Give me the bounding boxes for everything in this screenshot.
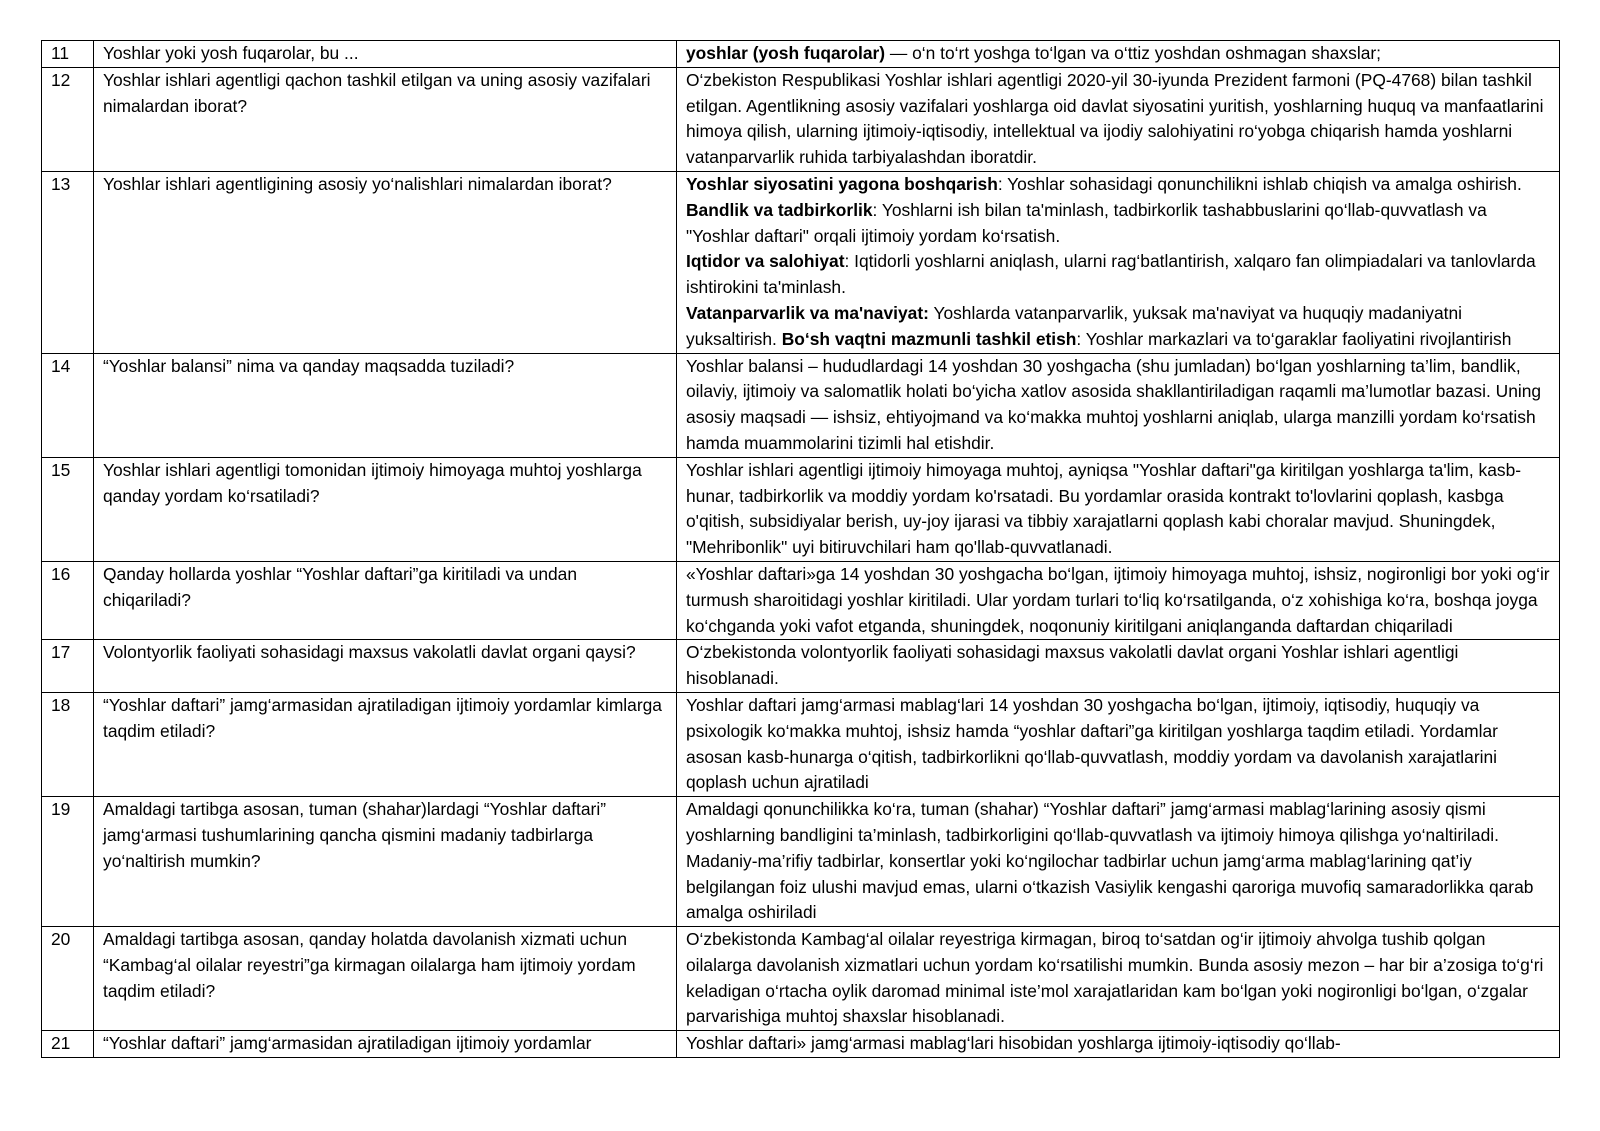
table-row [42, 67, 1560, 171]
table-row [42, 171, 1560, 353]
answer-text: «Yoshlar daftari»ga 14 yoshdan 30 yoshgacha bo‘lgan, ijtimoiy himoyaga muhtoj, ishsiz, nogironligi bor yoki og‘ir turmush sharoitidagi yoshlar kiritiladi. Ular yordam turlari to‘liq ko‘rsatilganda, o‘z xohishiga ko‘ra, boshqa joyga ko‘chganda yoki vafot etganda, shuningdek, noqonuniy kiritilgani aniqlanganda daftardan chiqariladi [686, 563, 1550, 636]
answer-text: O‘zbekistonda volontyorlik faoliyati sohasidagi maxsus vakolatli davlat organi Yoshlar ishlari agentligi hisoblanadi. [686, 642, 1459, 689]
answer-text: Yoshlarda vatanparvarlik, yuksak ma'naviyat va huquqiy madaniyatni yuksaltirish. [686, 302, 1462, 349]
question-cell: Yoshlar ishlari agentligi tomonidan ijtimoiy himoyaga muhtoj yoshlarga qanday yordam ko‘rsatiladi? [94, 457, 677, 561]
row-number-cell: 21 [42, 1031, 94, 1058]
answer-text: : Yoshlar sohasidagi qonunchilikni ishlab chiqish va amalga oshirish. [997, 173, 1522, 194]
table-row [42, 41, 1560, 68]
row-number-cell: 16 [42, 561, 94, 639]
answer-text: Yoshlar ishlari agentligi ijtimoiy himoyaga muhtoj, ayniqsa "Yoshlar daftari"ga kiritilgan yoshlarga ta'lim, kasb-hunar, tadbirkorlik va moddiy yordam ko'rsatadi. Bu yordamlar orasida kontrakt to'lovlarini qoplash, kasbga o'qitish, subsidiyalar berish, uy-joy ijarasi va tibbiy xarajatlarni qoplash kabi choralar mavjud. Shuningdek, "Mehribonlik" uyi bitiruvchilari ham qo'llab-quvvatlanadi. [686, 459, 1522, 558]
answer-text: : Yoshlarni ish bilan ta'minlash, tadbirkorlik tashabbuslarini qo‘llab-quvvatlash va "Yoshlar daftari" orqali ijtimoiy yordam ko‘rsatish. [686, 199, 1487, 246]
answer-bold-text: Yoshlar siyosatini yagona boshqarish [686, 173, 998, 194]
answer-cell [677, 171, 1560, 353]
answer-cell [677, 353, 1560, 457]
row-number-cell: 14 [42, 353, 94, 457]
question-cell: Amaldagi tartibga asosan, tuman (shahar)lardagi “Yoshlar daftari” jamg‘armasi tushumlarining qancha qismini madaniy tadbirlarga yo‘naltirish mumkin? [94, 797, 677, 927]
answer-cell [677, 927, 1560, 1031]
question-cell: Yoshlar ishlari agentligining asosiy yo‘nalishlari nimalardan iborat? [94, 171, 677, 353]
row-number-cell: 13 [42, 171, 94, 353]
row-number-cell: 17 [42, 640, 94, 693]
table-row [42, 692, 1560, 796]
answer-text: O‘zbekiston Respublikasi Yoshlar ishlari agentligi 2020-yil 30-iyunda Prezident farmoni (PQ-4768) bilan tashkil etilgan. Agentlikning asosiy vazifalari yoshlarga oid davlat siyosatini yuritish, yoshlarning huquq va manfaatlarini himoya qilish, ularning ijtimoiy-iqtisodiy, intellektual va ijodiy salohiyatini ro‘yobga chiqarish hamda yoshlarni vatanparvarlik ruhida tarbiyalashdan iboratdir. [686, 69, 1544, 168]
row-number-cell: 15 [42, 457, 94, 561]
answer-text: — o‘n to‘rt yoshga to‘lgan va o‘ttiz yoshdan oshmagan shaxslar; [885, 43, 1381, 63]
answer-cell [677, 457, 1560, 561]
answer-cell [677, 561, 1560, 639]
answer-paragraph [686, 354, 1551, 457]
row-number-cell: 20 [42, 927, 94, 1031]
answer-bold-text: Bo‘sh vaqtni mazmunli tashkil etish [781, 328, 1077, 349]
answer-paragraph [686, 562, 1551, 639]
qa-table [41, 40, 1560, 1058]
answer-cell [677, 67, 1560, 171]
answer-text: Yoshlar balansi – hududlardagi 14 yoshdan 30 yoshgacha (shu jumladan) bo‘lgan yoshlarning ta’lim, bandlik, oilaviy, ijtimoiy va salomatlik holati bo‘yicha xatlov asosida shakllantiriladigan raqamli ma’lumotlar bazasi. Uning asosiy maqsadi — ishsiz, ehtiyojmand va ko‘makka muhtoj yoshlarni aniqlab, ularga manzilli yordam ko‘rsatish hamda muammolarini tizimli hal etishdir. [686, 355, 1542, 453]
question-cell: “Yoshlar balansi” nima va qanday maqsadda tuziladi? [94, 353, 677, 457]
document-page [41, 40, 1559, 1058]
qa-table-body [42, 41, 1560, 1058]
answer-bold-text: Bandlik va tadbirkorlik [686, 199, 873, 220]
answer-text: O‘zbekistonda Kambag‘al oilalar reyestriga kirmagan, biroq to‘satdan og‘ir ijtimoiy ahvolga tushib qolgan oilalarga davolanish xizmatlari uchun yordam ko‘rsatilishi mumkin. Bunda asosiy mezon – har bir a’zosiga to‘g‘ri keladigan o‘rtacha oylik daromad minimal iste’mol xarajatlaridan kam bo‘lgan yoki nogironligi bo‘lgan, o‘zgalar parvarishiga muhtoj shaxslar hisoblanadi. [686, 929, 1544, 1027]
answer-bold-text: yoshlar (yosh fuqarolar) [686, 43, 886, 63]
row-number-cell: 18 [42, 692, 94, 796]
answer-text: : Iqtidorli yoshlarni aniqlash, ularni rag‘batlantirish, xalqaro fan olimpiadalari va tanlovlarda ishtirokini ta'minlash. [686, 251, 1536, 298]
question-cell: Volontyorlik faoliyati sohasidagi maxsus vakolatli davlat organi qaysi? [94, 640, 677, 693]
question-cell: Amaldagi tartibga asosan, qanday holatda davolanish xizmati uchun “Kambag‘al oilalar reyestri”ga kirmagan oilalarga ham ijtimoiy yordam taqdim etiladi? [94, 927, 677, 1031]
row-number-cell: 11 [42, 41, 94, 68]
table-row [42, 561, 1560, 639]
table-row [42, 797, 1560, 927]
row-number-cell: 19 [42, 797, 94, 927]
answer-paragraph [686, 693, 1551, 796]
answer-text: Amaldagi qonunchilikka ko‘ra, tuman (shahar) “Yoshlar daftari” jamg‘armasi mablag‘larining asosiy qismi yoshlarning bandligini ta’minlash, tadbirkorligini qo‘llab-quvvatlash va ijtimoiy himoya qilishga yo‘naltiriladi. Madaniy-ma’rifiy tadbirlar, konsertlar yoki ko‘ngilochar tadbirlar uchun jamg‘arma mablag‘larining qat’iy belgilangan foiz ulushi mavjud emas, ularni o‘tkazish Vasiylik kengashi qaroriga muvofiq samaradorlikka qarab amalga oshiriladi [686, 799, 1534, 923]
row-number-cell: 12 [42, 67, 94, 171]
question-cell: “Yoshlar daftari” jamg‘armasidan ajratiladigan ijtimoiy yordamlar [94, 1031, 677, 1058]
answer-text: : Yoshlar markazlari va to‘garaklar faoliyatini rivojlantirish [1076, 328, 1512, 349]
answer-paragraph [686, 640, 1551, 692]
answer-bold-text: Vatanparvarlik va ma'naviyat: [686, 302, 929, 323]
question-cell: Qanday hollarda yoshlar “Yoshlar daftari”ga kiritiladi va undan chiqariladi? [94, 561, 677, 639]
answer-text: Yoshlar daftari» jamg‘armasi mablag‘lari hisobidan yoshlarga ijtimoiy-iqtisodiy qo‘llab- [686, 1033, 1341, 1054]
answer-cell [677, 41, 1560, 68]
answer-cell [677, 1031, 1560, 1058]
answer-paragraph [686, 1031, 1551, 1057]
answer-paragraph [686, 172, 1551, 249]
answer-cell [677, 640, 1560, 693]
answer-paragraph [686, 797, 1551, 926]
table-row [42, 457, 1560, 561]
question-cell: Yoshlar ishlari agentligi qachon tashkil etilgan va uning asosiy vazifalari nimalardan iborat? [94, 67, 677, 171]
answer-paragraph [686, 41, 1551, 67]
question-cell: “Yoshlar daftari” jamg‘armasidan ajratiladigan ijtimoiy yordamlar kimlarga taqdim etiladi? [94, 692, 677, 796]
table-row [42, 353, 1560, 457]
answer-cell [677, 692, 1560, 796]
answer-paragraph [686, 68, 1551, 171]
answer-paragraph [686, 249, 1551, 301]
question-cell: Yoshlar yoki yosh fuqarolar, bu ... [94, 41, 677, 68]
answer-cell [677, 797, 1560, 927]
table-row [42, 1031, 1560, 1058]
table-row [42, 640, 1560, 693]
table-row [42, 927, 1560, 1031]
answer-text: Yoshlar daftari jamg‘armasi mablag‘lari 14 yoshdan 30 yoshgacha bo‘lgan, ijtimoiy, iqtisodiy, huquqiy va psixologik ko‘makka muhtoj, ishsiz hamda “yoshlar daftari”ga kiritilgan yoshlarga taqdim etiladi. Yordamlar asosan kasb-hunarga o‘qitish, tadbirkorlikni qo‘llab-quvvatlash, moddiy yordam va davolanish xarajatlarini qoplash uchun ajratiladi [686, 694, 1498, 793]
answer-paragraph [686, 301, 1551, 353]
answer-paragraph [686, 927, 1551, 1030]
answer-bold-text: Iqtidor va salohiyat [686, 251, 845, 272]
answer-paragraph [686, 458, 1551, 561]
